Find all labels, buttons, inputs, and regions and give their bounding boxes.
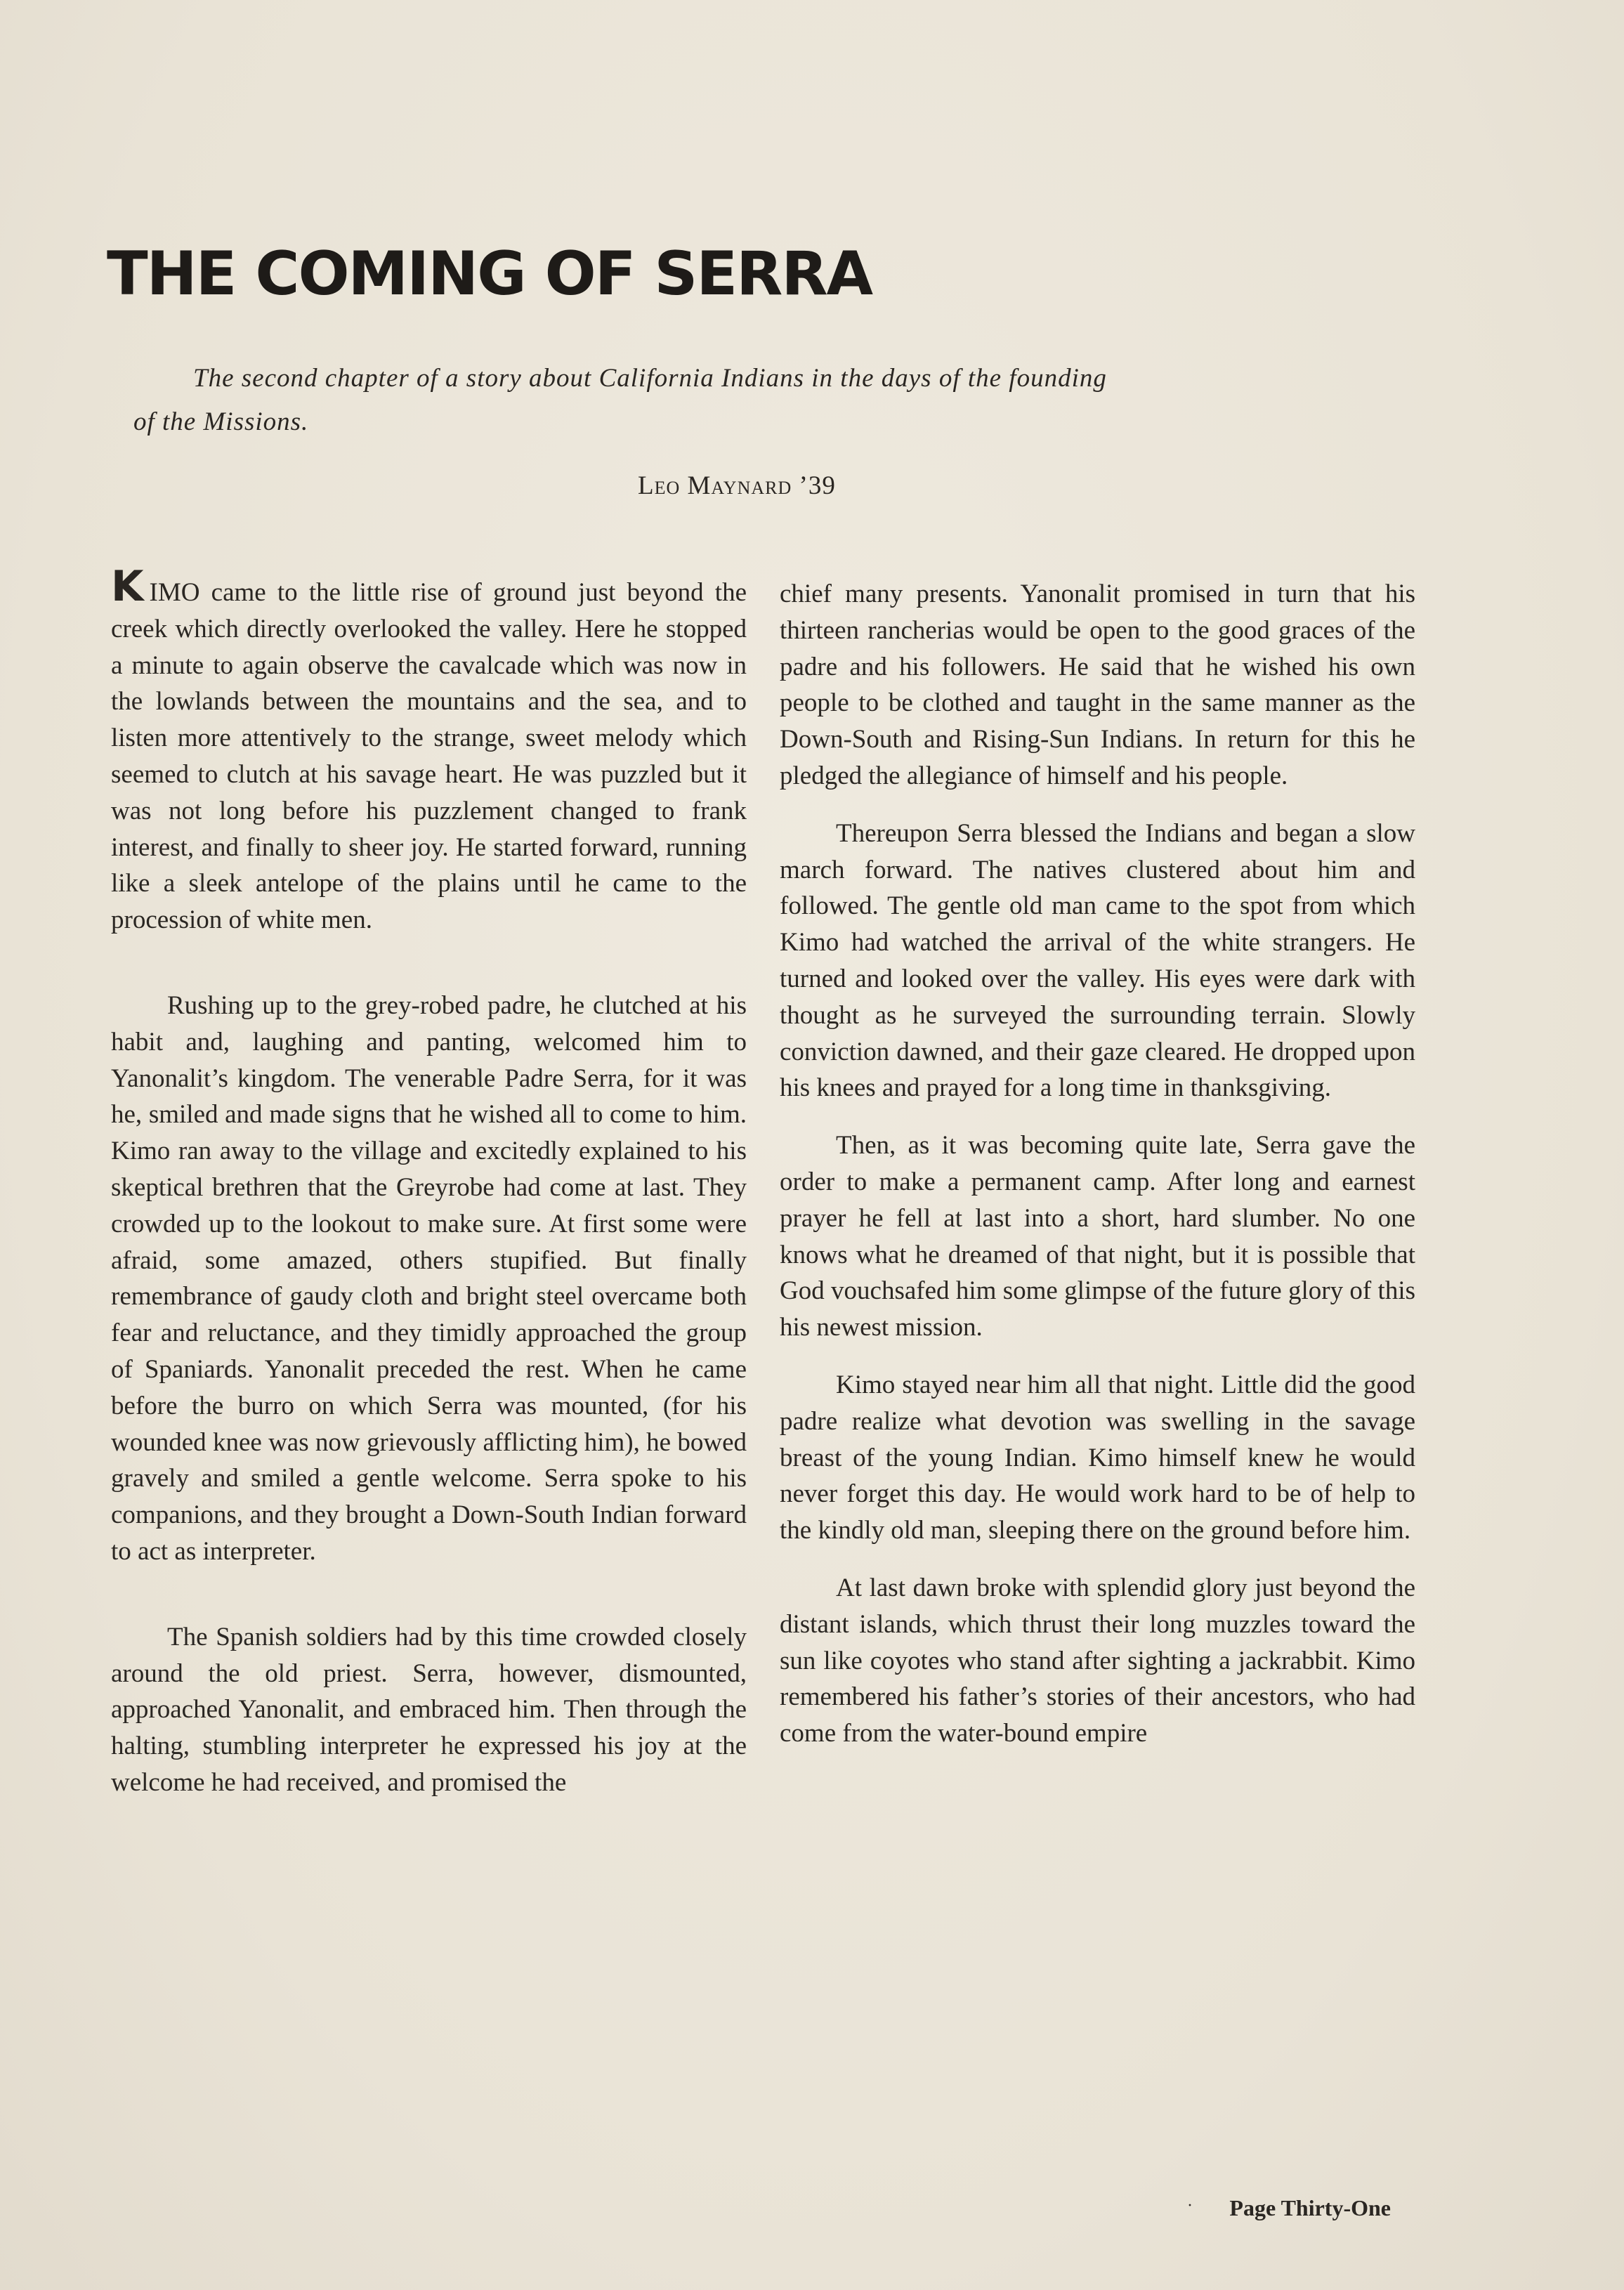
page-number: Page Thirty-One xyxy=(1229,2195,1391,2220)
paragraph: chief many presents. Yanonalit promised in turn that his thirteen rancherias would be open to the good graces of the padre and his followers. He said that he wished his own people to be clothed and taught in the same manner as the Down-South and Rising-Sun Indians. In return for this he pledged the allegiance of himself and his people. xyxy=(780,580,1415,790)
article-subtitle: The second chapter of a story about California Indians in the days of the founding of the Missions. xyxy=(133,364,1107,436)
paragraph: At last dawn broke with splendid glory just beyond the distant islands, which thrust their long muzzles toward the sun like coyotes who stand after sighting a jackrabbit. Kimo remembered his father’s stories of their ancestors, who had come from the water-bound empire xyxy=(780,1573,1415,1748)
paragraph-text: IMO came to the little rise of ground just beyond the creek which directly overlooked the valley. Here he stopped a minute to again observe the cavalcade which was now in the lowlands between the mountains and the sea, and to listen more attentively to the strange, sweet melody which seemed to clutch at his savage heart. He was puzzled but it was not long before his puzzlement changed to frank interest, and finally to sheer joy. He started forward, running like a sleek antelope of the plains until he came to the procession of white men. xyxy=(111,578,747,935)
article-title: THE COMING OF SERRA xyxy=(107,239,872,309)
paragraph: The Spanish soldiers had by this time crowded closely around the old priest. Serra, however, dismounted, approached Yanonalit, and embraced him. Then through the halting, stumbling interpreter he expressed his joy at the welcome he had received, and promised the xyxy=(111,1622,747,1797)
paragraph xyxy=(111,562,747,938)
paragraph: Kimo stayed near him all that night. Little did the good padre realize what devotion was swelling in the savage breast of the young Indian. Kimo himself knew he would never forget this day. He would work hard to be of help to the kindly old man, sleeping there on the ground before him. xyxy=(780,1370,1415,1545)
article-author: Leo Maynard ’39 xyxy=(638,471,836,500)
left-column xyxy=(111,562,747,1822)
paragraph: Then, as it was becoming quite late, Serra gave the order to make a permanent camp. After long and earnest prayer he fell at last into a short, hard slumber. No one knows what he dreamed of that night, but it is possible that God vouchsafed him some glimpse of the future glory of this his newest mission. xyxy=(780,1131,1415,1342)
drop-cap: K xyxy=(111,562,144,611)
right-column xyxy=(780,576,1415,1773)
paragraph: Rushing up to the grey-robed padre, he clutched at his habit and, laughing and panting, welcomed him to Yanonalit’s kingdom. The venerable Padre Serra, for it was he, smiled and made signs that he wished all to come to him. Kimo ran away to the village and excitedly explained to his skeptical brethren that the Greyrobe had come at last. They crowded up to the lookout to make sure. At first some were afraid, some amazed, others stupified. But finally remembrance of gaudy cloth and bright steel overcame both fear and reluctance, and they timidly approached the group of Spaniards. Yanonalit preceded the rest. When he came before the burro on which Serra was mounted, (for his wounded knee was now grievously afflicting him), he bowed gravely and smiled a gentle welcome. Serra spoke to his companions, and they brought a Down-South Indian forward to act as interpreter. xyxy=(111,990,747,1566)
paragraph: Thereupon Serra blessed the Indians and began a slow march forward. The natives clustered about him and followed. The gentle old man came to the spot from which Kimo had watched the arrival of the white strangers. He turned and looked over the valley. His eyes were dark with thought as he surveyed the surrounding terrain. Slowly conviction dawned, and their gaze cleared. He dropped upon his knees and prayed for a long time in thanksgiving. xyxy=(780,818,1415,1103)
folio-dot: · xyxy=(1187,2197,1193,2215)
